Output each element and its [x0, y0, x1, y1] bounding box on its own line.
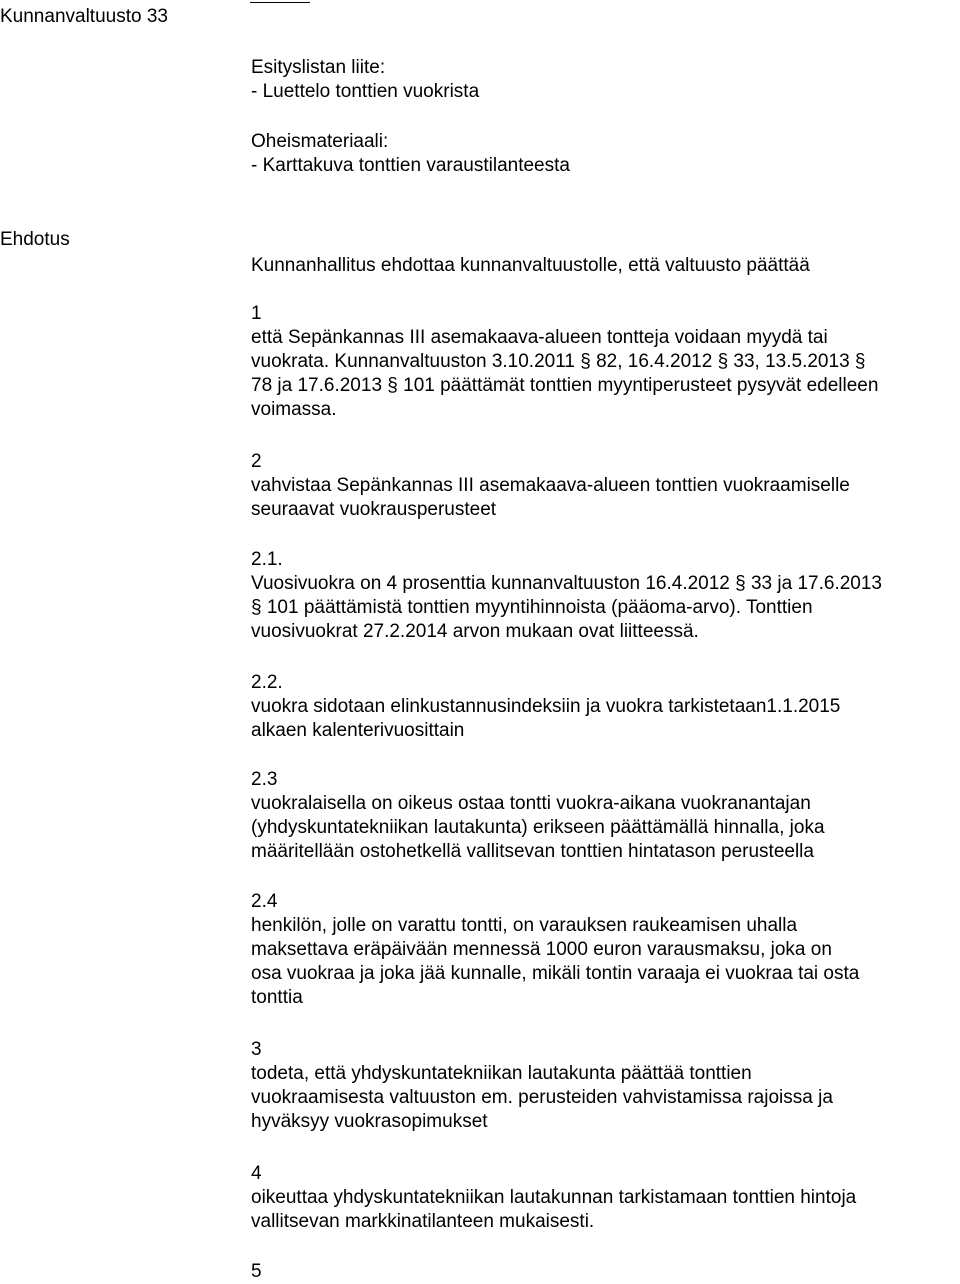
item-line: (yhdyskuntatekniikan lautakunta) erikseen päättämällä hinnalla, joka [251, 817, 825, 838]
item-line: § 101 päättämistä tonttien myyntihinnoista (pääoma-arvo). Tonttien [251, 597, 813, 618]
attachments-heading: Esityslistan liite: [251, 57, 386, 78]
proposal-intro: Kunnanhallitus ehdottaa kunnanvaltuustolle, että valtuusto päättää [251, 255, 810, 276]
item-number: 4 [251, 1163, 262, 1184]
item-line: osa vuokraa ja joka jää kunnalle, mikäli tontin varaaja ei vuokraa tai osta [251, 963, 860, 984]
supplementary-heading: Oheismateriaali: [251, 131, 389, 152]
item-line: määritellään ostohetkellä vallitsevan tonttien hintatason perusteella [251, 841, 814, 862]
item-line: oikeuttaa yhdyskuntatekniikan lautakunnan tarkistamaan tonttien hintoja [251, 1187, 857, 1208]
item-line: Vuosivuokra on 4 prosenttia kunnanvaltuuston 16.4.2012 § 33 ja 17.6.2013 [251, 573, 882, 594]
item-line: 78 ja 17.6.2013 § 101 päättämät tonttien myyntiperusteet pysyvät edelleen [251, 375, 879, 396]
item-line: vahvistaa Sepänkannas III asemakaava-alueen tonttien vuokraamiselle [251, 475, 850, 496]
attachments-item: - Luettelo tonttien vuokrista [251, 81, 480, 102]
item-line: vuosivuokrat 27.2.2014 arvon mukaan ovat liitteessä. [251, 621, 699, 642]
item-line: vuokralaisella on oikeus ostaa tontti vuokra-aikana vuokranantajan [251, 793, 811, 814]
item-line: voimassa. [251, 399, 337, 420]
item-line: että Sepänkannas III asemakaava-alueen tontteja voidaan myydä tai [251, 327, 828, 348]
item-line: tonttia [251, 987, 303, 1008]
item-line: vuokra sidotaan elinkustannusindeksiin ja vuokra tarkistetaan1.1.2015 [251, 696, 841, 717]
section-label-proposal: Ehdotus [0, 229, 70, 250]
item-line: vuokrata. Kunnanvaltuuston 3.10.2011 § 82, 16.4.2012 § 33, 13.5.2013 § [251, 351, 866, 372]
item-line: alkaen kalenterivuosittain [251, 720, 465, 741]
item-line: todeta, että yhdyskuntatekniikan lautakunta päättää tonttien [251, 1063, 752, 1084]
item-number: 2 [251, 451, 262, 472]
item-number: 2.4 [251, 891, 278, 912]
item-number: 5 [251, 1261, 262, 1282]
item-number: 2.3 [251, 769, 278, 790]
item-line: vuokraamisesta valtuuston em. perusteiden vahvistamissa rajoissa ja [251, 1087, 833, 1108]
item-number: 1 [251, 303, 262, 324]
top-rule [250, 2, 310, 3]
supplementary-item: - Karttakuva tonttien varaustilanteesta [251, 155, 570, 176]
page-title: Kunnanvaltuusto 33 [0, 6, 168, 27]
item-line: henkilön, jolle on varattu tontti, on varauksen raukeamisen uhalla [251, 915, 798, 936]
item-number: 2.2. [251, 672, 283, 693]
item-number: 3 [251, 1039, 262, 1060]
item-number: 2.1. [251, 549, 283, 570]
item-line: vallitsevan markkinatilanteen mukaisesti. [251, 1211, 595, 1232]
item-line: maksettava eräpäivään mennessä 1000 euron varausmaksu, joka on [251, 939, 832, 960]
item-line: hyväksyy vuokrasopimukset [251, 1111, 488, 1132]
item-line: seuraavat vuokrausperusteet [251, 499, 497, 520]
